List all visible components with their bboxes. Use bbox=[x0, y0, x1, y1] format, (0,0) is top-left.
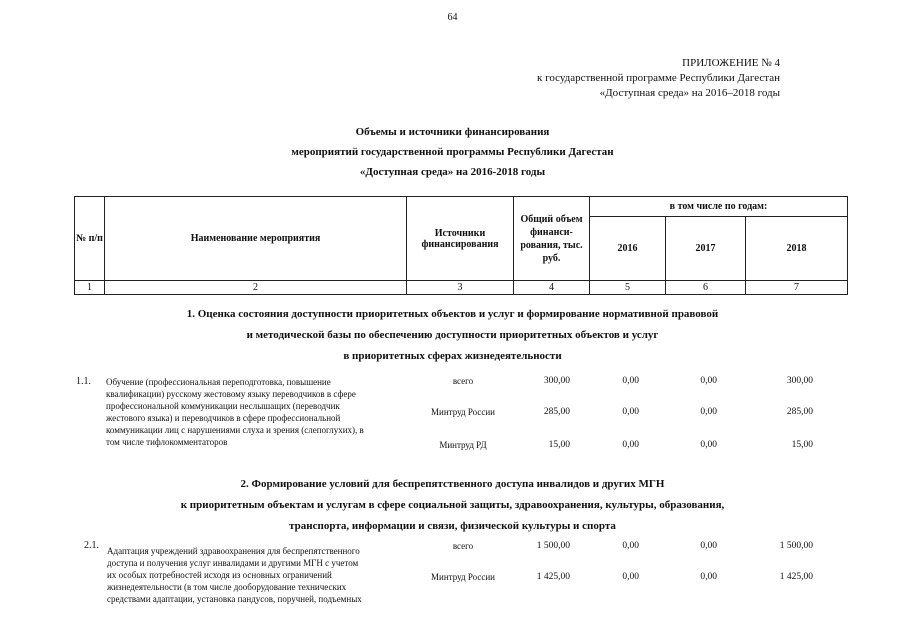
desc-line: средствами адаптации, установка пандусов, поручней, подъемных bbox=[107, 594, 362, 604]
column-number: 2 bbox=[105, 281, 407, 295]
header-source: Источники финансирования bbox=[407, 197, 514, 281]
item-1-1-source-total: всего bbox=[452, 376, 474, 386]
page-number: 64 bbox=[447, 12, 458, 23]
section-1-line-1: 1. Оценка состояния доступности приоритетных объектов и услуг и формирование нормативной правовой bbox=[186, 308, 719, 320]
item-1-1-2017-regional: 0,00 bbox=[700, 440, 717, 450]
item-2-1-total-federal: 1 425,00 bbox=[536, 572, 570, 582]
item-2-1-source-total: всего bbox=[452, 541, 474, 551]
item-2-1-2016-federal: 0,00 bbox=[622, 572, 639, 582]
item-1-1-2016-federal: 0,00 bbox=[622, 407, 639, 417]
item-2-1-number: 2.1. bbox=[84, 540, 99, 551]
item-1-1-2018-federal: 285,00 bbox=[786, 407, 813, 417]
item-2-1-2018-federal: 1 425,00 bbox=[779, 572, 813, 582]
header-total: Общий объем финанси-рования, тыс. руб. bbox=[514, 197, 590, 281]
section-1-heading bbox=[0, 304, 905, 367]
desc-line: Адаптация учреждений здравоохранения для беспрепятственного bbox=[107, 546, 360, 556]
document-title bbox=[0, 122, 905, 182]
header-year-2016: 2016 bbox=[590, 217, 666, 281]
header-year-2017: 2017 bbox=[666, 217, 746, 281]
column-number: 1 bbox=[75, 281, 105, 295]
item-1-1-2018-total: 300,00 bbox=[786, 376, 813, 386]
section-2-line-1: 2. Формирование условий для беспрепятственного доступа инвалидов и других МГН bbox=[240, 478, 665, 490]
appendix-line-1: ПРИЛОЖЕНИЕ № 4 bbox=[682, 57, 780, 69]
item-2-1-description bbox=[107, 545, 406, 605]
column-number: 4 bbox=[514, 281, 590, 295]
column-number: 7 bbox=[746, 281, 848, 295]
header-years-group: в том числе по годам: bbox=[590, 197, 848, 217]
item-1-1-total-regional: 15,00 bbox=[548, 440, 570, 450]
column-number: 5 bbox=[590, 281, 666, 295]
item-2-1-2017-federal: 0,00 bbox=[700, 572, 717, 582]
item-1-1-2016-total: 0,00 bbox=[622, 376, 639, 386]
desc-line: доступа и получения услуг инвалидами и другими МГН с учетом bbox=[107, 558, 359, 568]
item-1-1-total-federal: 285,00 bbox=[543, 407, 570, 417]
title-line-3: «Доступная среда» на 2016-2018 годы bbox=[359, 166, 546, 178]
header-year-2018: 2018 bbox=[746, 217, 848, 281]
item-1-1-2018-regional: 15,00 bbox=[791, 440, 813, 450]
section-2-line-3: транспорта, информации и связи, физической культуры и спорта bbox=[289, 520, 616, 532]
desc-line: Обучение (профессиональная переподготовка, повышение bbox=[106, 377, 331, 387]
section-2-line-2: к приоритетным объектам и услугам в сфере социальной защиты, здравоохранения, культуры, образования, bbox=[180, 499, 725, 511]
item-2-1-2016-total: 0,00 bbox=[622, 541, 639, 551]
column-number: 3 bbox=[407, 281, 514, 295]
column-number: 6 bbox=[666, 281, 746, 295]
desc-line: жестового языка) и переводчиков в сфере профессиональной bbox=[106, 413, 341, 423]
item-2-1-source-federal: Минтруд России bbox=[431, 572, 495, 582]
title-line-2: мероприятий государственной программы Республики Дагестан bbox=[291, 146, 614, 158]
item-2-1-2018-total: 1 500,00 bbox=[779, 541, 813, 551]
header-name: Наименование мероприятия bbox=[105, 197, 407, 281]
title-line-1: Объемы и источники финансирования bbox=[355, 126, 550, 138]
item-2-1-2017-total: 0,00 bbox=[700, 541, 717, 551]
appendix-line-3: «Доступная среда» на 2016–2018 годы bbox=[599, 87, 780, 99]
item-1-1-description bbox=[106, 376, 406, 448]
item-1-1-2017-federal: 0,00 bbox=[700, 407, 717, 417]
item-1-1-total-total: 300,00 bbox=[543, 376, 570, 386]
desc-line: коммуникации лиц с нарушениями слуха и зрения (слепоглухих), в bbox=[106, 425, 364, 435]
item-1-1-source-regional: Минтруд РД bbox=[439, 440, 487, 450]
section-2-heading bbox=[0, 474, 905, 537]
item-1-1-2016-regional: 0,00 bbox=[622, 440, 639, 450]
financing-table-header bbox=[74, 196, 848, 295]
appendix-line-2: к государственной программе Республики Дагестан bbox=[536, 72, 780, 84]
desc-line: квалификации) русскому жестовому языку переводчиков в сфере bbox=[106, 389, 356, 399]
header-num: № п/п bbox=[75, 197, 105, 281]
section-1-line-2: и методической базы по обеспечению доступности приоритетных объектов и услуг bbox=[246, 329, 659, 341]
desc-line: профессиональной коммуникации неслышащих (переводчик bbox=[106, 401, 340, 411]
appendix-header bbox=[537, 56, 780, 101]
item-1-1-number: 1.1. bbox=[76, 376, 91, 387]
section-1-line-3: в приоритетных сферах жизнедеятельности bbox=[343, 350, 562, 362]
item-1-1-source-federal: Минтруд России bbox=[431, 407, 495, 417]
desc-line: их особых потребностей исходя из основных ограничений bbox=[107, 570, 332, 580]
desc-line: жизнедеятельности (в том числе дооборудование технических bbox=[107, 582, 347, 592]
item-1-1-2017-total: 0,00 bbox=[700, 376, 717, 386]
item-2-1-total-total: 1 500,00 bbox=[536, 541, 570, 551]
desc-line: том числе тифлокомментаторов bbox=[106, 437, 228, 447]
